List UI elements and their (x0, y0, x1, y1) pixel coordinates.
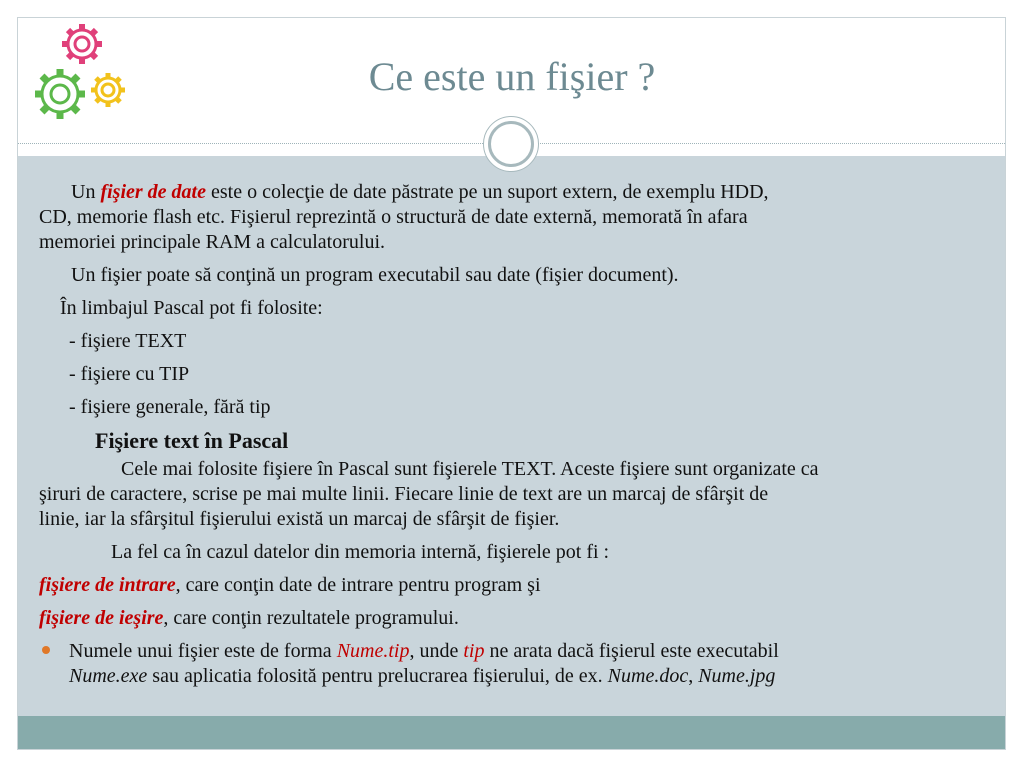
p1-line1: este o colecţie de date păstrate pe un suport extern, de exemplu HDD, (205, 181, 769, 203)
paragraph-pascal-types: În limbajul Pascal pot fi folosite: (60, 297, 323, 319)
bullet-nume-tip: Nume.tip (336, 640, 410, 662)
list-item: - fişiere cu TIP (69, 363, 190, 385)
bullet-text-1: Numele unui fişier este de forma (69, 640, 337, 662)
p1-line3: memoriei principale RAM a calculatorului. (39, 231, 385, 253)
bullet-text-7: sau aplicatia folosită pentru prelucrarea fişierului, de ex. (147, 665, 608, 687)
paragraph-definition (39, 180, 989, 255)
list-item: - fişiere generale, fără tip (69, 396, 271, 418)
bullet-text-9: , (688, 665, 699, 687)
term-fisiere-de-iesire: fişiere de ieşire (39, 607, 164, 629)
circle-ring-inner (488, 121, 534, 167)
slide-body (39, 180, 989, 689)
bullet-dot-icon (42, 646, 50, 654)
p4-line1: Cele mai folosite fişiere în Pascal sunt fişierele TEXT. Aceste fişiere sunt organizate ca (121, 458, 819, 480)
term-fisiere-de-intrare: fişiere de intrare (39, 574, 176, 596)
bullet-nume-doc: Nume.doc (607, 665, 689, 687)
output-files-line (39, 606, 989, 631)
paragraph-file-kinds: La fel ca în cazul datelor din memoria internă, fişierele pot fi : (111, 541, 610, 563)
paragraph-text-files (39, 457, 989, 532)
bullet-text-3: , unde (409, 640, 464, 662)
p1-line2: CD, memorie flash etc. Fişierul reprezintă o structură de date externă, memorată în afara (39, 206, 748, 228)
slide-title: Ce este un fişier ? (368, 54, 656, 99)
input-files-line (39, 573, 989, 598)
input-line-rest: , care conţin date de intrare pentru program şi (175, 574, 541, 596)
term-fisier-de-date: fişier de date (100, 181, 206, 203)
bullet-nume-jpg: Nume.jpg (698, 665, 776, 687)
bullet-nume-exe: Nume.exe (69, 665, 148, 687)
output-line-rest: , care conţin rezultatele programului. (163, 607, 459, 629)
footer-bar (18, 716, 1005, 749)
bullet-tip: tip (463, 640, 485, 662)
p4-line3: linie, iar la sfârşitul fişierului există un marcaj de sfârşit de fişier. (39, 508, 560, 530)
list-item: - fişiere TEXT (69, 330, 187, 352)
paragraph-content: Un fişier poate să conţină un program executabil sau date (fişier document). (71, 264, 679, 286)
p1-pre: Un (71, 181, 101, 203)
subheading: Fişiere text în Pascal (95, 428, 289, 453)
bullet-item (39, 639, 989, 689)
p4-line2: şiruri de caractere, scrise pe mai multe linii. Fiecare linie de text are un marcaj de sfârşit de (39, 483, 769, 505)
bullet-text-5: ne arata dacă fişierul este executabil (484, 640, 779, 662)
